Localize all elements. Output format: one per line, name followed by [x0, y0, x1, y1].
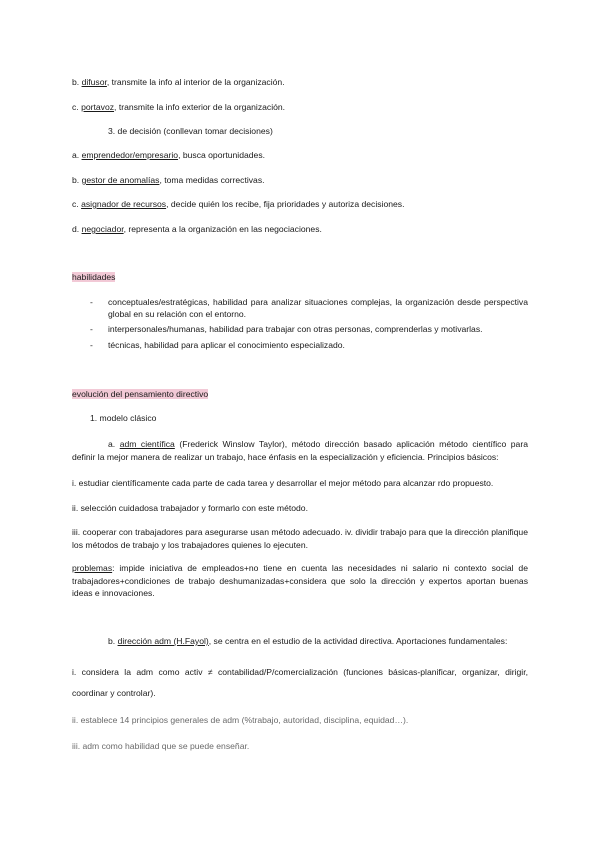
term: problemas: [72, 563, 113, 573]
term: portavoz: [81, 102, 115, 112]
principio-i: i. estudiar científicamente cada parte de cada tarea y desarrollar el mejor método para alcanzar rdo propuesto.: [72, 478, 494, 488]
fayol-ii: ii. establece 14 principios generales de adm (%trabajo, autoridad, disciplina, equidad…).: [72, 715, 409, 725]
term: asignador de recursos: [81, 199, 167, 209]
principio-ii: ii. selección cuidadosa trabajador y formarlo con este método.: [72, 503, 308, 513]
role-portavoz: c. portavoz, transmite la info exterior de la organización.: [72, 102, 286, 112]
fayol-iii: iii. adm como habilidad que se puede enseñar.: [72, 741, 250, 751]
bullet-item: - técnicas, habilidad para aplicar el conocimiento especializado.: [90, 340, 345, 350]
bullet-item: - conceptuales/estratégicas, habilidad para analizar situaciones complejas, la organización desde perspectiva global en su relación con el entorno.: [90, 297, 528, 319]
adm-cientifica-paragraph: a. adm científica (Frederick Winslow Taylor), método dirección basado aplicación método científico para definir la mejor manera de realizar un trabajo, hace énfasis en la especialización y eficiencia. Principios básicos:: [72, 439, 528, 462]
bullet-marker: -: [90, 340, 93, 350]
bullet-marker: -: [90, 297, 93, 307]
role-asignador: c. asignador de recursos, decide quién los recibe, fija prioridades y autoriza decisiones.: [72, 199, 405, 209]
fayol-heading: b. dirección adm (H.Fayol), se centra en el estudio de la actividad directiva. Aportaciones fundamentales:: [108, 636, 508, 646]
evolucion-heading: evolución del pensamiento directivo: [72, 389, 209, 399]
bullet-marker: -: [90, 324, 93, 334]
term: adm científica: [119, 439, 175, 449]
term: emprendedor/empresario: [81, 150, 179, 160]
decision-heading: 3. de decisión (conllevan tomar decisiones): [108, 126, 273, 136]
term: negociador: [81, 224, 124, 234]
role-gestor: b. gestor de anomalías, toma medidas correctivas.: [72, 175, 265, 185]
term: dirección adm (H.Fayol): [117, 636, 209, 646]
term: gestor de anomalías: [81, 175, 160, 185]
bullet-item: - interpersonales/humanas, habilidad para trabajar con otras personas, comprenderlas y motivarlas.: [90, 324, 483, 334]
role-emprendedor: a. emprendedor/empresario, busca oportunidades.: [72, 150, 266, 160]
role-negociador: d. negociador, representa a la organización en las negociaciones.: [72, 224, 322, 234]
fayol-i: i. considera la adm como activ ≠ contabilidad/P/comercialización (funciones básicas-planificar, organizar, dirigir, coordinar y controlar).: [72, 667, 528, 698]
principio-iii-iv: iii. cooperar con trabajadores para asegurarse usan método adecuado. iv. dividir trabajo para que la dirección planifique los métodos de trabajo y los trabajadores quienes lo ejecuten.: [72, 527, 528, 550]
habilidades-heading: habilidades: [72, 272, 116, 282]
problemas-paragraph: problemas: impide iniciativa de empleados+no tiene en cuenta las necesidades ni salario ni contexto social de trabajadores+condiciones de trabajo deshumanizadas+considera que solo la dirección y expertos aportan buenas ideas e innovaciones.: [72, 563, 528, 598]
term: difusor: [81, 77, 107, 87]
modelo-clasico-heading: 1. modelo clásico: [90, 413, 157, 423]
role-difusor: b. difusor, transmite la info al interior de la organización.: [72, 77, 285, 87]
